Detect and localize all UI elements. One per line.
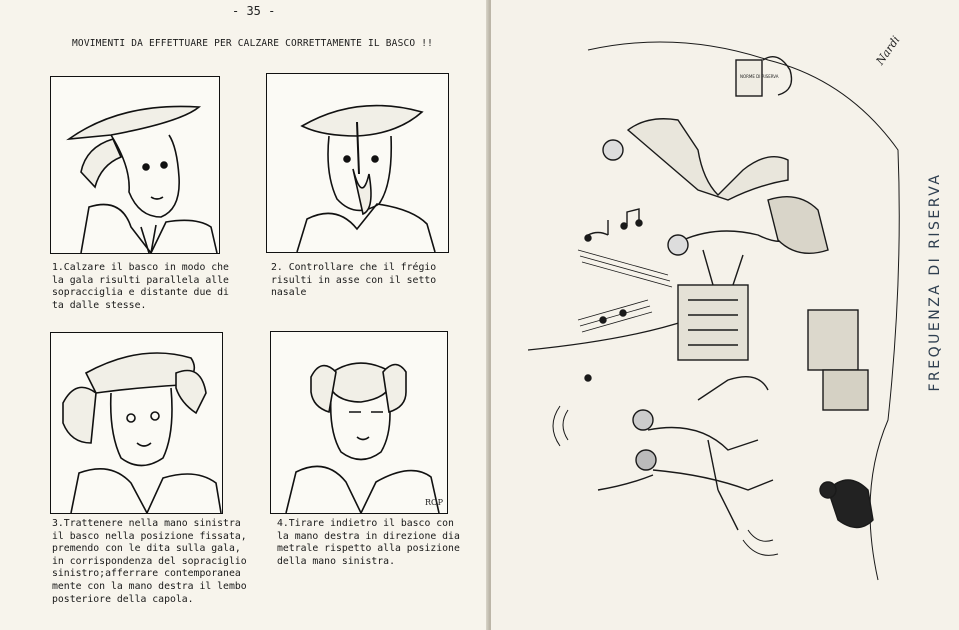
illustration-step-1	[50, 76, 220, 254]
step-4-caption: 4.Tirare indietro il basco con la mano destra in direzione dia metrale rispetto alla posizione della mano sinistra.	[277, 518, 460, 567]
right-page-title: FREQUENZA DI RISERVA	[927, 172, 943, 392]
cartoon-illustration	[528, 20, 918, 610]
step-2-caption: 2. Controllare che il frégio risulti in asse con il setto nasale	[271, 262, 437, 299]
artist-signature: Nardi	[873, 33, 903, 68]
page-number: - 35 -	[232, 4, 276, 18]
illustration-step-4	[270, 331, 448, 514]
illustration-step-2	[266, 73, 449, 253]
illustration-step-3	[50, 332, 223, 514]
sign-text: NORME DI RISERVA	[740, 74, 779, 79]
step-3-caption: 3.Trattenere nella mano sinistra il basco nella posizione fissata, premendo con le dita sulla gala, in corrispondenza del sopraciglio sinistro;afferrare contemporanea mente con la mano destra il lembo posteriore della capola.	[52, 518, 247, 605]
panel-signature: ROP	[425, 498, 443, 507]
step-1-caption: 1.Calzare il basco in modo che la gala risulti parallela alle sopracciglia e distante due di ta dalle stesse.	[52, 262, 229, 311]
vertical-title-wrapper	[925, 172, 945, 392]
page-title: MOVIMENTI DA EFFETTUARE PER CALZARE CORRETTAMENTE IL BASCO !!	[72, 38, 434, 49]
